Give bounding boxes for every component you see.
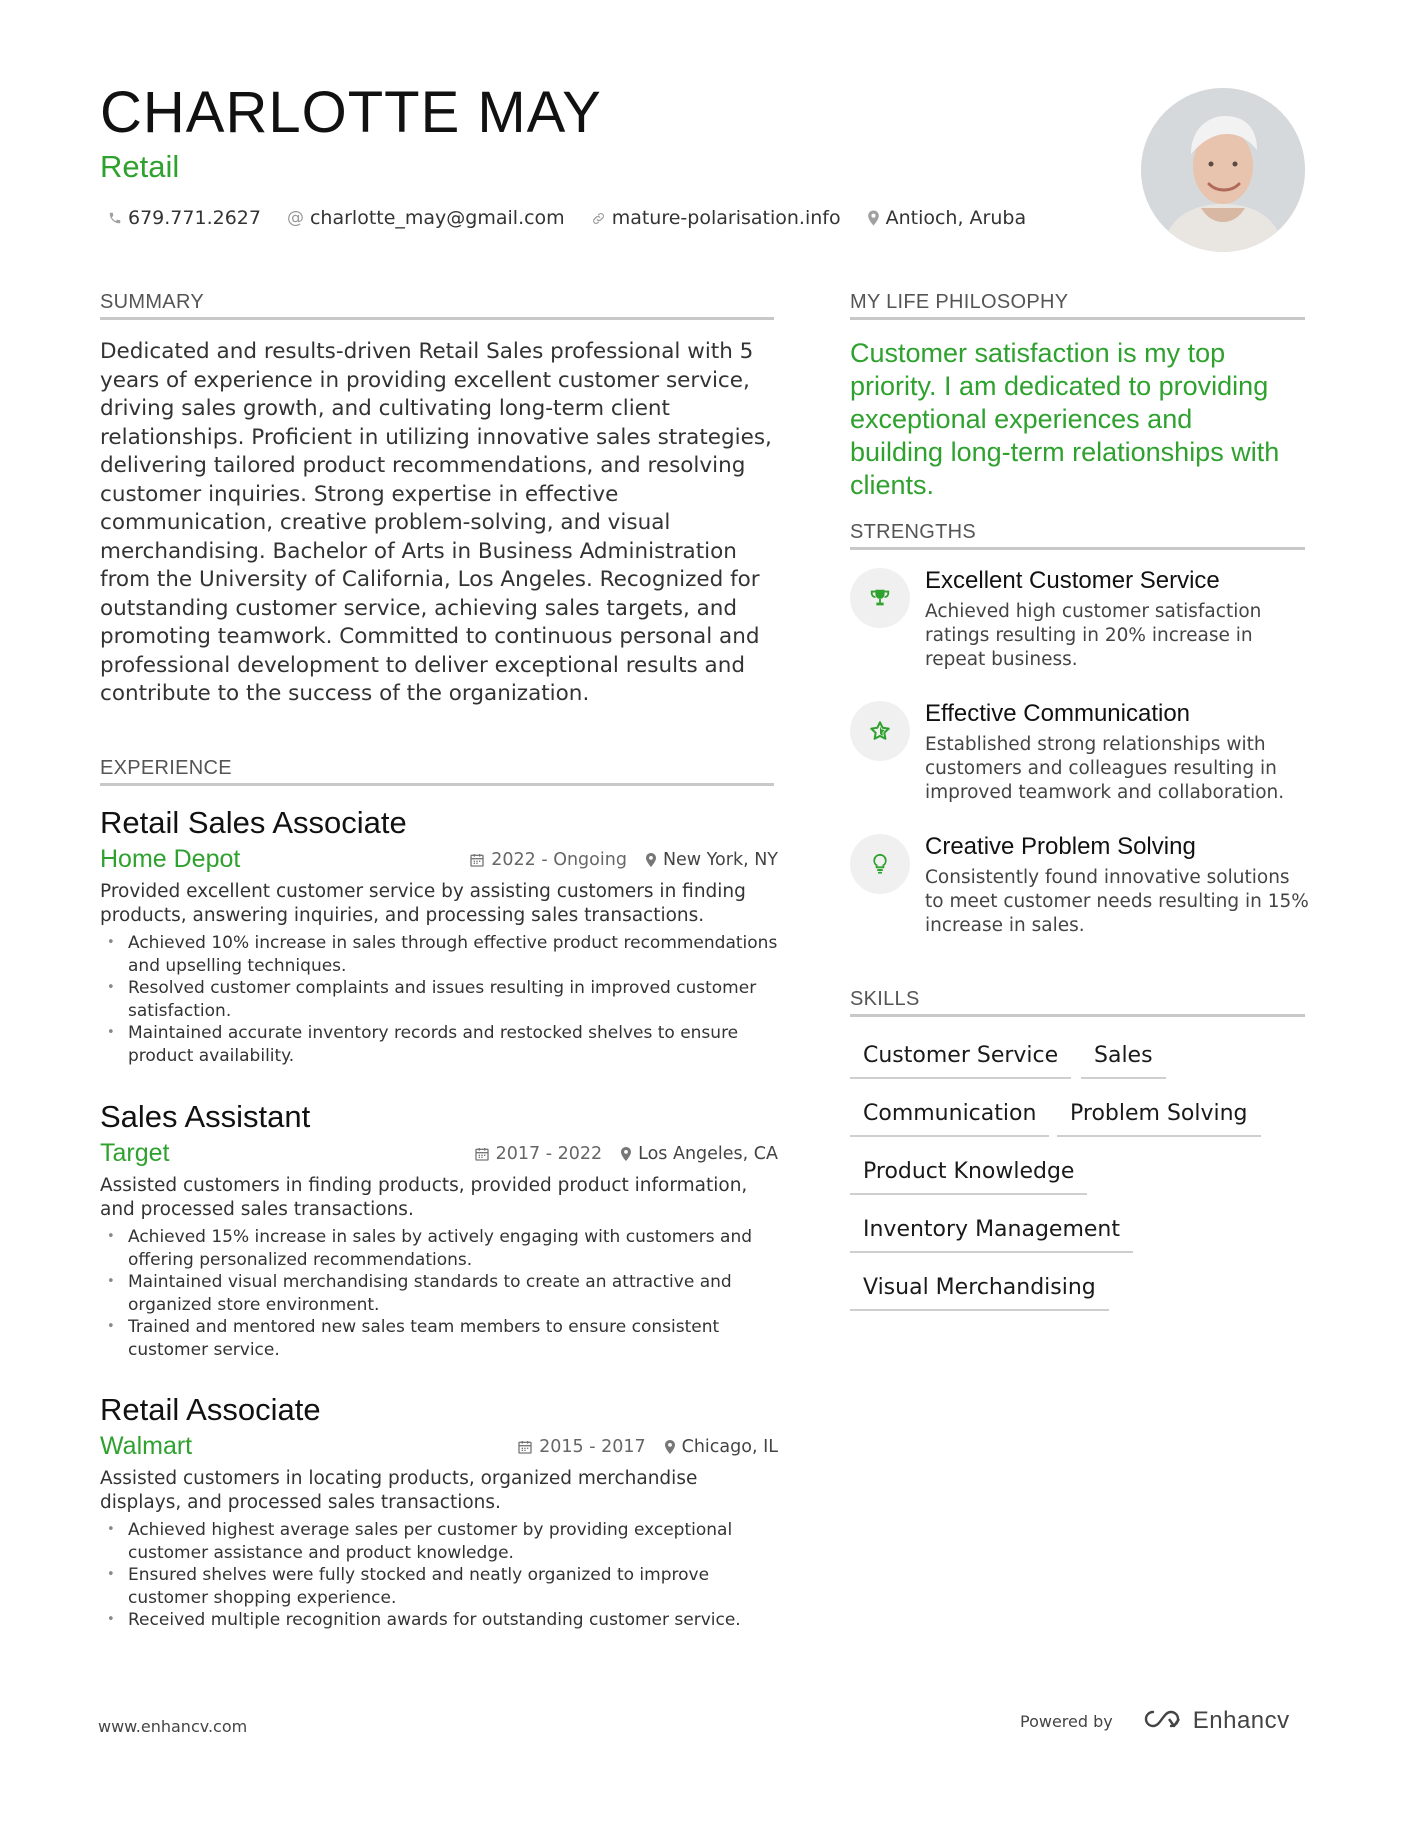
calendar-icon: [517, 1439, 533, 1455]
job-meta: [469, 850, 778, 870]
job-title: Sales Assistant: [100, 1099, 311, 1134]
job-bullet: • Ensured shelves were fully stocked and neatly organized to improve customer shopping experience.: [100, 1564, 778, 1609]
job-location-text: New York, NY: [662, 849, 778, 870]
job-info-row: [100, 1432, 778, 1461]
candidate-role: Retail: [100, 149, 180, 184]
contact-email: [287, 207, 565, 229]
brand-name: Enhancv: [1192, 1707, 1290, 1734]
strength-desc: Achieved high customer satisfaction ratings resulting in 20% increase in repeat business.: [925, 600, 1262, 670]
job-dates: [469, 850, 627, 870]
strength-item: [850, 833, 1310, 938]
company-name: Home Depot: [100, 845, 241, 874]
lightbulb-icon: [850, 834, 910, 894]
contact-location: [867, 207, 1027, 229]
job-dates-text: 2015 - 2017: [539, 1436, 646, 1457]
job-meta: [517, 1437, 778, 1457]
job-location-text: Chicago, IL: [681, 1436, 778, 1457]
phone-icon: [108, 211, 122, 225]
contact-website: [591, 207, 841, 229]
calendar-icon: [469, 852, 485, 868]
job-title: Retail Sales Associate: [100, 805, 407, 840]
job-bullet: • Received multiple recognition awards for outstanding customer service.: [100, 1609, 778, 1632]
profile-photo: [1141, 88, 1305, 252]
job-dates: [474, 1144, 603, 1164]
strength-title: Excellent Customer Service: [925, 567, 1220, 594]
experience-heading: EXPERIENCE: [100, 757, 774, 786]
job-bullets: [100, 1519, 778, 1632]
job-dates-text: 2022 - Ongoing: [491, 849, 627, 870]
job-description: Assisted customers in finding products, provided product information, and processed sales transactions.: [100, 1175, 748, 1221]
map-pin-icon: [867, 210, 880, 226]
job-bullet: • Achieved 15% increase in sales by actively engaging with customers and offering personalized recommendations.: [100, 1226, 778, 1271]
powered-by-text: Powered by: [1020, 1711, 1113, 1731]
calendar-icon: [474, 1146, 490, 1162]
strength-item: [850, 700, 1310, 805]
job-info-row: [100, 1139, 778, 1168]
skill-tag: Problem Solving: [1057, 1101, 1261, 1137]
job-title: Retail Associate: [100, 1392, 321, 1427]
job-bullets: [100, 1226, 778, 1361]
job-bullet: • Maintained accurate inventory records and restocked shelves to ensure product availability.: [100, 1022, 778, 1067]
email-link[interactable]: charlotte_may@gmail.com: [309, 207, 565, 229]
candidate-name: CHARLOTTE MAY: [100, 80, 602, 145]
contact-bar: [108, 207, 1052, 229]
job-entry: [100, 1391, 778, 1632]
job-location: [664, 1437, 778, 1457]
strength-item: [850, 567, 1310, 672]
star-icon: [850, 701, 910, 761]
strength-desc: Established strong relationships with customers and colleagues resulting in improved teamwork and collaboration.: [925, 733, 1285, 803]
strength-content: [925, 833, 1310, 938]
philosophy-heading: MY LIFE PHILOSOPHY: [850, 291, 1305, 320]
footer-branding: [1020, 1707, 1290, 1735]
map-pin-icon: [645, 852, 657, 868]
job-bullet: • Resolved customer complaints and issues resulting in improved customer satisfaction.: [100, 977, 778, 1022]
summary-text: Dedicated and results-driven Retail Sales professional with 5 years of experience in providing excellent customer service, driving sales growth, and cultivating long-term client relationships. Proficient in utilizing innovative sales strategies, delivering tailored product recommendations, and resolving customer inquiries. Strong expertise in effective communication, creative problem-solving, and visual merchandising. Bachelor of Arts in Business Administration from the University of California, Los Angeles. Recognized for outstanding customer service, achieving sales targets, and promoting teamwork. Committed to continuous personal and professional development to deliver exceptional results and contribute to the success of the organization.: [100, 339, 772, 706]
skill-tag: Sales: [1081, 1043, 1166, 1079]
trophy-icon: [850, 568, 910, 628]
at-sign-icon: @: [286, 208, 304, 228]
skills-heading: SKILLS: [850, 988, 1305, 1017]
location-text: Antioch, Aruba: [885, 207, 1027, 229]
skill-tag: Product Knowledge: [850, 1159, 1087, 1195]
philosophy-text: Customer satisfaction is my top priority. I am dedicated to providing exceptional experiences and building long-term relationships with clients.: [850, 338, 1280, 500]
skill-tag: Communication: [850, 1101, 1049, 1137]
job-location: [645, 850, 778, 870]
company-name: Target: [100, 1139, 170, 1168]
enhancv-logo-icon: [1139, 1707, 1185, 1735]
skill-tag: Inventory Management: [850, 1217, 1133, 1253]
job-bullets: [100, 932, 778, 1067]
job-description: Assisted customers in locating products, organized merchandise displays, and processed sales transactions.: [100, 1468, 698, 1514]
map-pin-icon: [664, 1439, 676, 1455]
strength-title: Effective Communication: [925, 700, 1191, 727]
job-location-text: Los Angeles, CA: [638, 1143, 778, 1164]
job-entry: [100, 1098, 778, 1361]
strength-desc: Consistently found innovative solutions to meet customer needs resulting in 15% increase in sales.: [925, 866, 1309, 936]
job-bullet: • Maintained visual merchandising standards to create an attractive and organized store environment.: [100, 1271, 778, 1316]
link-icon: [591, 211, 606, 226]
strength-title: Creative Problem Solving: [925, 833, 1196, 860]
job-meta: [474, 1144, 778, 1164]
skill-tag: Visual Merchandising: [850, 1275, 1109, 1311]
company-name: Walmart: [100, 1432, 193, 1461]
job-location: [620, 1144, 778, 1164]
summary-heading: SUMMARY: [100, 291, 774, 320]
job-dates: [517, 1437, 646, 1457]
strengths-heading: STRENGTHS: [850, 521, 1305, 550]
contact-phone: [108, 207, 261, 229]
job-bullet: • Achieved 10% increase in sales through effective product recommendations and upselling techniques.: [100, 932, 778, 977]
job-entry: [100, 804, 778, 1067]
job-info-row: [100, 845, 778, 874]
job-dates-text: 2017 - 2022: [495, 1143, 603, 1164]
job-bullet: • Trained and mentored new sales team members to ensure consistent customer service.: [100, 1316, 778, 1361]
strength-content: [925, 700, 1310, 805]
job-description: Provided excellent customer service by assisting customers in finding products, answering inquiries, and processing sales transactions.: [100, 881, 746, 927]
footer-website[interactable]: www.enhancv.com: [98, 1717, 248, 1736]
map-pin-icon: [620, 1146, 632, 1162]
job-bullet: • Achieved highest average sales per customer by providing exceptional customer assistance and product knowledge.: [100, 1519, 778, 1564]
website-link[interactable]: mature-polarisation.info: [611, 207, 841, 229]
strength-content: [925, 567, 1310, 672]
skill-tag: Customer Service: [850, 1043, 1071, 1079]
phone-text[interactable]: 679.771.2627: [128, 207, 261, 229]
